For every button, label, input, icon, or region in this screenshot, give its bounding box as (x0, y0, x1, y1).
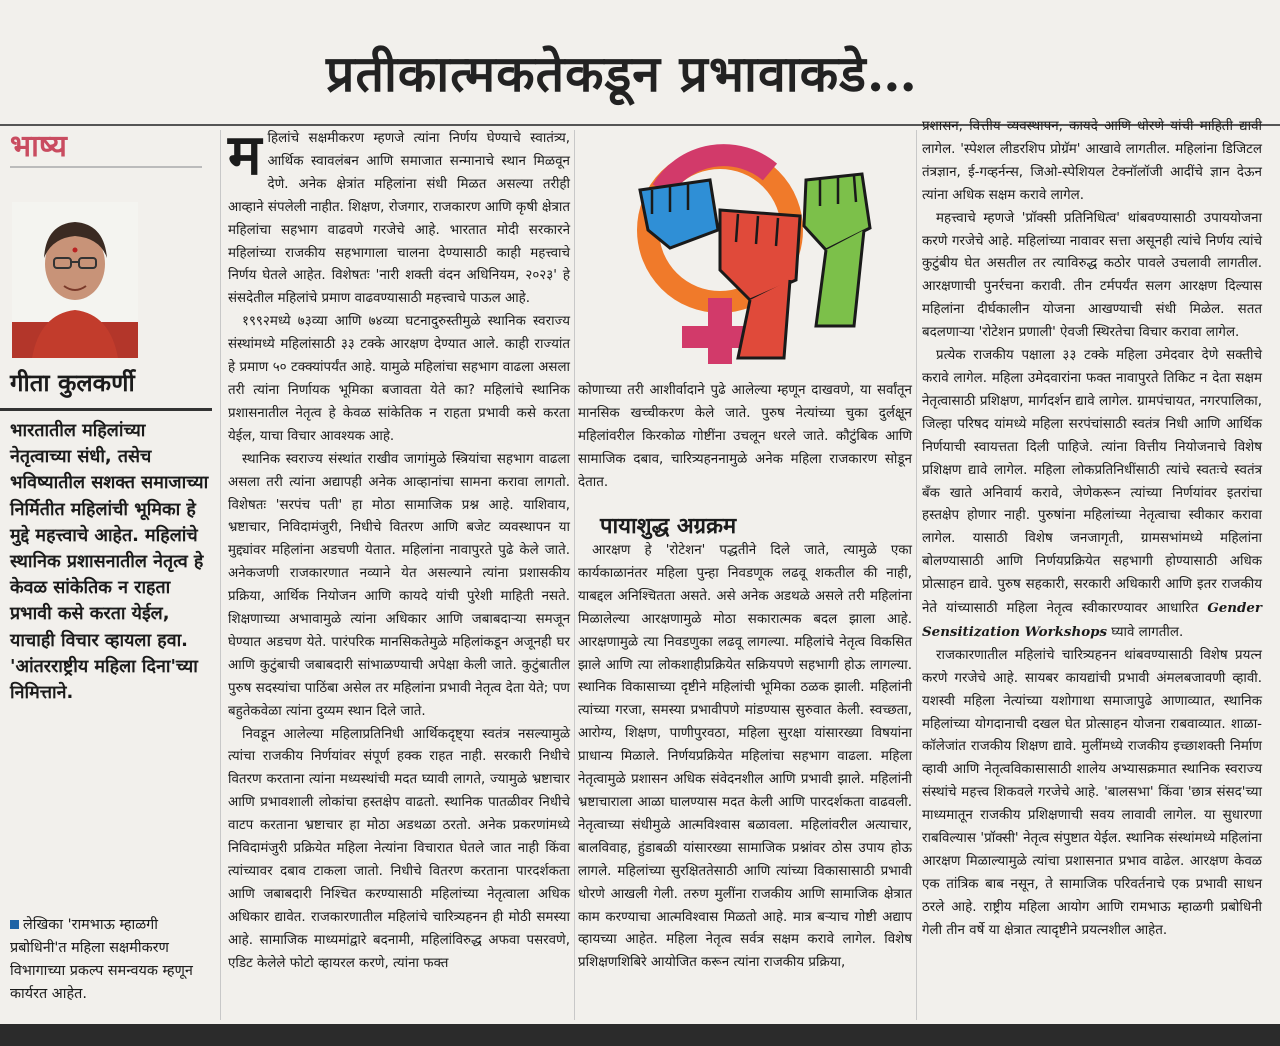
illustration (600, 130, 900, 370)
article-column-1 (228, 122, 570, 1018)
author-note (10, 914, 210, 1014)
paragraph: प्रशासन, वित्तीय व्यवस्थापन, कायदे आणि धोरणे यांची माहिती द्यावी लागेल. 'स्पेशल लीडरशिप प्रोग्रॅम' आखावे लागतील. महिलांना डिजिटल तंत्रज्ञान, ई-गव्हर्नन्स, जिओ-स्पेशियल टेक्नॉलॉजी आदींचे ज्ञान देऊन त्यांना अधिक सक्षम करावे लागेल. (922, 119, 1262, 203)
paragraph: महत्त्वाचे म्हणजे 'प्रॉक्सी प्रतिनिधित्व' थांबवण्यासाठी उपाययोजना करणे गरजेचे आहे. महिलांच्या नावावर सत्ता असूनही त्यांचे निर्णय त्यांचे कुटुंबीय घेत असतील तर त्याविरुद्ध कठोर पावले उचलावी लागतील. आरक्षणाची पुनर्रचना करावी. तीन टर्मपर्यंत सलग आरक्षण दिल्यास महिलांना दीर्घकालीन योजना आखण्याची संधी मिळेल. सतत बदलणाऱ्या 'रोटेशन प्रणाली' ऐवजी स्थिरतेचा विचार करावा लागेल. (922, 210, 1262, 341)
paragraph: आरक्षण हे 'रोटेशन' पद्धतीने दिले जाते, त्यामुळे एका कार्यकाळानंतर महिला पुन्हा निवडणूक लढवू शकतील की नाही, याबद्दल अनिश्चितता असते. असे अनेक अडथळे असले तरी महिलांना मिळालेल्या आरक्षणामुळे मोठा सकारात्मक बदल झाला आहे. आरक्षणामुळे त्या निवडणुका लढवू लागल्या. महिलांचे नेतृत्व विकसित झाले आणि त्या लोकशाहीप्रक्रियेत सक्रियपणे सहभागी होऊ लागल्या. स्थानिक विकासाच्या दृष्टीने महिलांची भूमिका ठळक झाली. महिलांनी त्यांच्या गरजा, समस्या प्रभावीपणे मांडण्यास सुरुवात केली. स्वच्छता, आरोग्य, शिक्षण, पाणीपुरवठा, महिला सुरक्षा यांसारख्या विषयांना प्राधान्य मिळाले. निर्णयप्रक्रियेत महिलांचा सहभाग वाढला. महिला नेतृत्वामुळे प्रशासन अधिक संवेदनशील आणि प्रभावी झाले. महिलांनी भ्रष्टाचाराला आळा घालण्यास मदत केली आणि पारदर्शकता वाढवली. नेतृत्वाच्या संधीमुळे आत्मविश्वास बळावला. महिलांवरील अत्याचार, बालविवाह, हुंडाबळी यांसारख्या सामाजिक प्रश्नांवर ठोस उपाय होऊ लागले. महिलांच्या सुरक्षिततेसाठी आणि त्यांच्या विकासासाठी प्रभावी धोरणे आखली गेली. तरुण मुलींना राजकीय आणि सामाजिक क्षेत्रात काम करण्याचा आत्मविश्वास मिळतो आहे. मात्र बऱ्याच गोष्टी अद्याप व्हायच्या आहेत. महिला नेतृत्व सर्वत्र सक्षम करावे लागेल. विशेष प्रशिक्षणशिबिरे आयोजित करून त्यांना राजकीय प्रक्रिया, (578, 543, 912, 971)
subheading: पायाशुद्ध अग्रक्रम (600, 513, 737, 539)
dropcap: म (228, 122, 262, 188)
headline: प्रतीकात्मकतेकडून प्रभावाकडे… (326, 44, 918, 103)
paragraph: निवडून आलेल्या महिलाप्रतिनिधी आर्थिकदृष्ट्या स्वतंत्र नसल्यामुळे त्यांचा राजकीय निर्णयांवर संपूर्ण हक्क राहत नाही. सरकारी निधीचे वितरण करताना त्यांना मध्यस्थांची मदत घ्यावी लागते, ज्यामुळे भ्रष्टाचार आणि प्रभावशाली लोकांचा हस्तक्षेप वाढतो. स्थानिक पातळीवर निधीचे वाटप करताना भ्रष्टाचार हा मोठा अडथळा ठरतो. अनेक प्रकरणांमध्ये निविदामंजुरी प्रक्रियेत महिला नेत्यांना विचारात घेतले जात नाही किंवा त्यांच्यावर दबाव टाकला जातो. निधीचे वितरण करताना पारदर्शकता आणि जबाबदारी निश्चित करण्यासाठी महिलांच्या नेतृत्वाला अधिक अधिकार द्यावेत. राजकारणातील महिलांचे चारित्र्यहनन ही मोठी समस्या आहे. सामाजिक माध्यमांद्वारे बदनामी, महिलांविरुद्ध अफवा पसरवणे, एडिट केलेले फोटो व्हायरल करणे, त्यांना फक्त (228, 726, 570, 971)
paragraph (922, 345, 1262, 645)
bottom-bar (0, 1024, 1280, 1046)
fist-green (804, 174, 870, 326)
female-symbol-raised-fists-icon (600, 130, 900, 370)
author-photo (12, 202, 138, 358)
column-divider (574, 130, 575, 1020)
paragraph: १९९२मध्ये ७३व्या आणि ७४व्या घटनादुरुस्तीमुळे स्थानिक स्वराज्य संस्थांमध्ये महिलांसाठी ३३ टक्के आरक्षण देण्यात आले. काही राज्यांत हे प्रमाण ५० टक्क्यांपर्यंत आहे. यामुळे महिलांचा सहभाग वाढला असला तरी त्यांना निर्णायक भूमिका बजावता येते का? महिलांचे स्थानिक प्रशासनातील नेतृत्व हे केवळ सांकेतिक न राहता प्रभावी कसे करता येईल, याचा विचार आवश्यक आहे. (228, 314, 570, 444)
paragraph (228, 122, 570, 311)
paragraph: स्थानिक स्वराज्य संस्थांत राखीव जागांमुळे स्त्रियांचा सहभाग वाढला असला तरी त्यांना अद्यापही अनेक आव्हानांचा सामना करावा लागतो. विशेषतः 'सरपंच पती' हा मोठा सामाजिक प्रश्न आहे. याशिवाय, भ्रष्टाचार, निविदामंजुरी, निधीचे वितरण आणि बजेट व्यवस्थापन या मुद्द्यांवर महिलांना अडचणी येतात. महिलांना नावापुरते पुढे केले जाते. अनेकजणी राजकारणात नव्याने येत असल्याने त्यांना प्रशासकीय प्रक्रिया, आर्थिक नियोजन आणि कायदे यांची पुरेशी माहिती नसते. शिक्षणाच्या अभावामुळे त्यांना अधिकार आणि जबाबदाऱ्या समजून घेण्यात अडचण येते. पारंपरिक मानसिकतेमुळे महिलांकडून अजूनही घर आणि कुटुंबाची जबाबदारी सांभाळण्याची अपेक्षा केली जाते. कुटुंबातील पुरुष सदस्यांचा पाठिंबा असेल तर महिलांना प्रभावी नेतृत्व देता येते; पण बहुतेकवेळा त्यांना दुय्यम स्थान दिले जाते. (228, 451, 570, 719)
article-column-3 (922, 116, 1262, 1018)
section-label-rule (10, 166, 202, 168)
author-name: गीता कुलकर्णी (10, 368, 135, 397)
sidebar-rule (0, 408, 212, 411)
bullet-square-icon (10, 920, 19, 929)
column-divider (220, 130, 221, 1020)
section-label: भाष्य (10, 129, 67, 164)
author-portrait-icon (12, 202, 138, 358)
column-divider (916, 130, 917, 1020)
paragraph: कोणाच्या तरी आशीर्वादाने पुढे आलेल्या म्हणून दाखवणे, या सर्वांतून मानसिक खच्चीकरण केले जाते. पुरुष नेत्यांच्या चुका दुर्लक्षून महिलांवरील किरकोळ गोष्टींना उचलून धरले जाते. कौटुंबिक आणि सामाजिक दबाव, चारित्र्यहननामुळे अनेक महिला राजकारण सोडून देतात. (578, 383, 912, 490)
article-column-2-top (578, 380, 912, 500)
pull-quote: भारतातील महिलांच्या नेतृत्वाच्या संधी, तसेच भविष्यातील सशक्त समाजाच्या निर्मितीत महिलांची भूमिका हे मुद्दे महत्त्वाचे आहेत. महिलांचे स्थानिक प्रशासनातील नेतृत्व हे केवळ सांकेतिक न राहता प्रभावी कसे करता येईल, याचाही विचार व्हायला हवा. 'आंतरराष्ट्रीय महिला दिना'च्या निमित्ताने. (10, 420, 209, 704)
paragraph: राजकारणातील महिलांचे चारित्र्यहनन थांबवण्यासाठी विशेष प्रयत्न करणे गरजेचे आहे. सायबर कायद्यांची प्रभावी अंमलबजावणी व्हावी. यशस्वी महिला नेत्यांच्या यशोगाथा समाजापुढे आणाव्यात, स्थानिक महिलांच्या योगदानाची दखल घेत प्रोत्साहन योजना राबवाव्यात. शाळा-कॉलेजांत राजकीय शिक्षण द्यावे. मुलींमध्ये राजकीय इच्छाशक्ती निर्माण व्हावी आणि नेतृत्वविकासासाठी शालेय अभ्यासक्रमात स्थानिक स्वराज्य संस्थांचे महत्त्व शिकवले गरजेचे आहे. 'बालसभा' किंवा 'छात्र संसद'च्या माध्यमातून राजकीय प्रशिक्षणाची सवय लावावी लागेल. या सुधारणा राबविल्यास 'प्रॉक्सी' नेतृत्व संपुष्टात येईल. स्थानिक संस्थांमध्ये महिलांना आरक्षण मिळाल्यामुळे त्यांचा प्रशासनात प्रभाव वाढेल. आरक्षण केवळ एक तांत्रिक बाब नसून, ते सामाजिक परिवर्तनाचे एक प्रभावी साधन ठरले आहे. राष्ट्रीय महिला आयोग आणि रामभाऊ म्हाळगी प्रबोधिनी गेली तीन वर्षे या क्षेत्रात त्यादृष्टीने प्रयत्नशील आहेत. (922, 647, 1262, 938)
paragraph-text: घ्यावे लागतील. (1111, 624, 1184, 640)
paragraph-text: हिलांचे सक्षमीकरण म्हणजे त्यांना निर्णय घेण्याचे स्वातंत्र्य, आर्थिक स्वावलंबन आणि समाजात सन्मानाचे स्थान मिळवून देणे. अनेक क्षेत्रांत महिलांना संधी मिळत असल्या तरीही आव्हाने संपलेली नाहीत. शिक्षण, रोजगार, राजकारण आणि कृषी क्षेत्रात महिलांचा सहभाग वाढवणे गरजेचे आहे. भारतात मोदी सरकारने महिलांच्या राजकीय सहभागाला चालना देण्यासाठी काही महत्त्वाचे निर्णय घेतले आहेत. विशेषतः 'नारी शक्ती वंदन अधिनियम, २०२३' हे संसदेतील महिलांचे प्रमाण वाढवण्यासाठी महत्त्वाचे पाऊल आहे. (228, 131, 570, 307)
paragraph-text: प्रत्येक राजकीय पक्षाला ३३ टक्के महिला उमेदवार देणे सक्तीचे करावे लागेल. महिला उमेदवारांना फक्त नावापुरते तिकिट न देता सक्षम नेतृत्वासाठी प्रशिक्षण, मार्गदर्शन द्यावे लागेल. ग्रामपंचायत, नगरपालिका, जिल्हा परिषद यांमध्ये महिला सरपंचांसाठी स्वतंत्र निधी आणि आर्थिक निर्णयाची स्वायत्तता दिली पाहिजे. त्यांना वित्तीय नियोजनाचे विशेष प्रशिक्षण द्यावे लागेल. महिला लोकप्रतिनिधींसाठी त्यांचे स्वतःचे स्वतंत्र बँक खाते अनिवार्य करावे, जेणेकरून त्यांच्या निर्णयांवर इतरांचा हस्तक्षेप होणार नाही. पुरुषांना महिलांच्या नेतृत्वाचा स्वीकार करावा लागेल. यासाठी विशेष जनजागृती, ग्रामसभांमध्ये महिलांना बोलण्यासाठी आणि निर्णयप्रक्रियेत सहभागी होण्यासाठी अधिक प्रोत्साहन द्यावे. पुरुष सहकारी, सरकारी अधिकारी आणि इतर राजकीय नेते यांच्यासाठी महिला नेतृत्व स्वीकारण्यावर आधारित (922, 348, 1262, 617)
author-note-text: लेखिका 'रामभाऊ म्हाळगी प्रबोधिनी'त महिला सक्षमीकरण विभागाच्या प्रकल्प समन्वयक म्हणून कार्यरत आहेत. (10, 917, 193, 1002)
article-column-2 (578, 540, 912, 1020)
workshop-name: Gender Sensitization Workshops (922, 600, 1262, 640)
